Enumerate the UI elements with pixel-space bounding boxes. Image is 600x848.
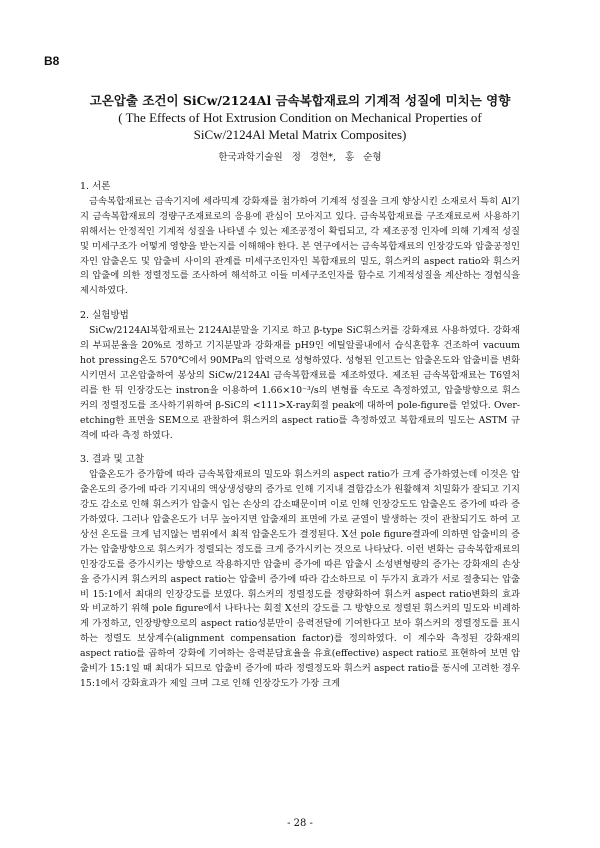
- section-results: [80, 453, 520, 692]
- english-title-line-2: SiCw/2124Al Metal Matrix Composites): [193, 127, 407, 142]
- author-line: [60, 149, 540, 163]
- section-paragraph: 압출온도가 증가함에 따라 금속복합재료의 밀도와 휘스커의 aspect ratio가 크게 증가하였는데 이것은 압출온도의 증가에 따라 기지내의 액상생성량의 증가로 인해 기지내 결함감소가 원활해져 치밀화가 잘되고 기지강도 감소로 인해 휘스커가 압출시 입는 손상의 감소때문이며 이로 인해 인장강도도 압출온도 증가에 따라 증가하였다. 그러나 압출온도가 너무 높아지면 압출재의 표면에 가로 균열이 발생하는 것이 관찰되기도 하여 고상선 온도를 크게 넘지않는 범위에서 최적 압출온도가 결정된다. X선 pole figure결과에 의하면 압출비의 증가는 압출방향으로 휘스커가 정렬되는 정도를 크게 증가시키는 것으로 나타났다. 이런 변화는 금속복합재료의 인장강도를 증가시키는 방향으로 작용하지만 압출비 증가에 따른 압출시 소성변형량의 증가는 강화재의 손상을 증가시켜 휘스커의 aspect ratio는 압출비 증가에 따라 감소하므로 이 두가지 효과가 서로 절충되는 압출비 15:1에서 최대의 인장강도를 보였다. 휘스커의 정렬정도를 정량화하여 휘스커 aspect ratio변화의 효과와 비교하기 위해 pole figure에서 나타나는 회절 X선의 강도를 그 방향으로 정렬된 휘스커의 밀도와 비례하게 가정하고, 인장방향으로의 aspect ratio성분만이 응력전달에 기여한다고 보아 휘스커의 정렬정도를 표시하는 정렬도 보상계수(alignment compensation factor)를 정의하였다. 이 계수와 측정된 강화재의 aspect ratio를 곱하여 강화에 기여하는 응력분담효율을 유효(effective) aspect ratio로 표현하여 보면 압출비가 15:1일 때 최대가 되므로 압출비 증가에 따라 정렬정도와 휘스커 aspect ratio를 동시에 고려한 경우 15:1에서 강화효과가 제일 크며 그로 인해 인장강도가 가장 크게: [80, 469, 520, 689]
- affiliation: 한국과학기술원: [218, 152, 283, 163]
- section-paragraph: 금속복합재료는 금속기지에 세라믹계 강화재를 첨가하여 기계적 성질을 크게 향상시킨 소재로서 특히 Al기지 금속복합재료의 경량구조재료로의 응용에 관심이 모아지고 있다. 금속복합재료를 구조재료로써 사용하기 위해서는 안정적인 기계적 성질을 나타낼 수 있는 제조공정이 확립되고, 각 제조공정 인자에 의해 기계적 성질 및 미세구조가 어떻게 영향을 받는지를 이해해야 한다. 본 연구에서는 금속복합재료의 인장강도와 압출공정인자인 압출온도 및 압출비 사이의 관계를 미세구조인자인 복합재료의 밀도, 휘스커의 aspect ratio와 휘스커의 압출에 의한 정렬정도를 조사하여 해석하고 이들 미세구조인자를 함수로 기계적성질을 계산하는 경험식을 제시하였다.: [80, 195, 520, 297]
- section-methods: [80, 309, 520, 443]
- section-heading: 1. 서론: [80, 181, 111, 192]
- section-introduction: [80, 180, 520, 299]
- author-names: 정 경현*, 홍 순형: [291, 152, 382, 163]
- paper-body: [80, 180, 520, 702]
- page-code: B8: [44, 54, 60, 68]
- korean-title: 고온압출 조건이 SiCw/2124Al 금속복합재료의 기계적 성질에 미치는 영향: [89, 93, 511, 108]
- page-number: - 28 -: [287, 818, 313, 829]
- section-heading: 3. 결과 및 고찰: [80, 454, 145, 466]
- english-title-line-1: ( The Effects of Hot Extrusion Condition on Mechanical Properties of: [118, 110, 482, 125]
- section-paragraph: SiCw/2124Al복합재료는 2124Al분말을 기지로 하고 β-type SiC휘스커를 강화재료 사용하였다. 강화재의 부피분율을 20%로 정하고 기지분말과 강화재를 pH9인 에틸알콜내에서 습식혼합후 건조하여 vacuum hot pressing온도 570℃에서 90MPa의 압력으로 성형하였다. 성형된 인고트는 압출온도와 압출비를 변화 시키면서 고온압출하여 봉상의 SiCw/2124Al 금속복합재료를 제조하였다. 제조된 금속복합재료는 T6열처리를 한 뒤 인장강도는 instron을 이용하여 1.66×10⁻³/s의 변형률 속도로 측정하였고, 압출방향으로 휘스커의 정렬정도를 조사하기위하여 β-SiC의 <111>X-ray회절 peak에 대하여 pole-figure를 얻었다. Over-etching한 표면을 SEM으로 관찰하여 휘스커의 aspect ratio를 측정하였고 복합재료의 밀도는 ASTM 규격에 따라 측정 하였다.: [80, 325, 520, 441]
- paper-header: [60, 92, 540, 163]
- section-heading: 2. 실험방법: [80, 310, 129, 322]
